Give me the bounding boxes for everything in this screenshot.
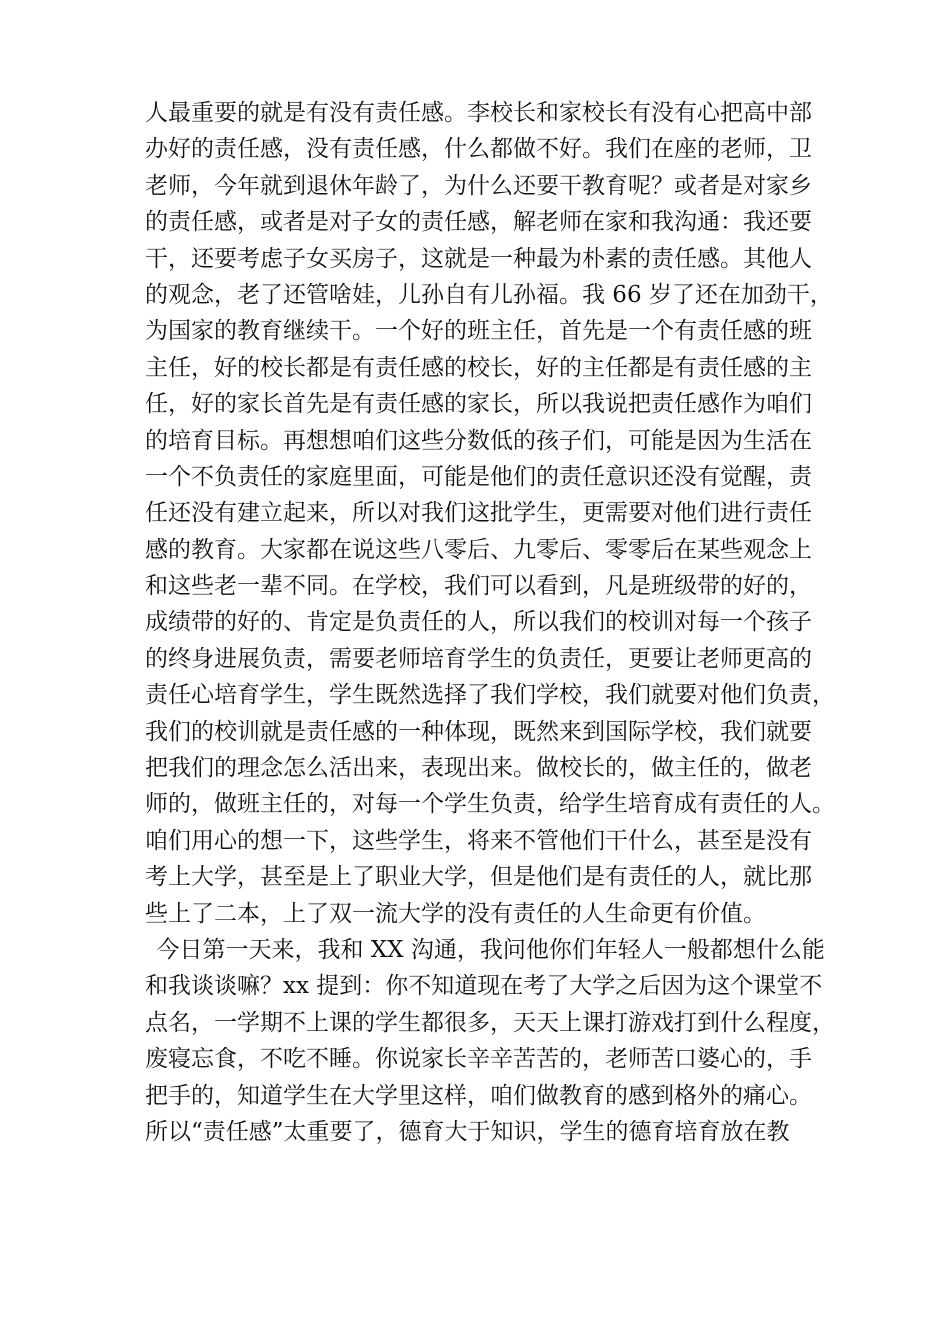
- text-line: 老师，今年就到退休年龄了，为什么还要干教育呢？或者是对家乡: [145, 172, 812, 199]
- text-line: 的观念，老了还管啥娃，儿孙自有儿孙福。我 66 岁了还在加劲干，: [145, 281, 833, 308]
- text-line: 考上大学，甚至是上了职业大学，但是他们是有责任的人，就比那: [145, 864, 812, 891]
- body-text: [145, 95, 835, 1150]
- text-line: 点名，一学期不上课的学生都很多，天天上课打游戏打到什么程度，: [145, 1009, 835, 1036]
- text-line: 和这些老一辈不同。在学校，我们可以看到，凡是班级带的好的，: [145, 573, 812, 600]
- text-line: 任还没有建立起来，所以对我们这批学生，更需要对他们进行责任: [145, 500, 812, 527]
- text-line: 成绩带的好的、肯定是负责任的人，所以我们的校训对每一个孩子: [145, 609, 812, 636]
- text-line: 些上了二本，上了双一流大学的没有责任的人生命更有价值。: [145, 900, 766, 927]
- text-line: 废寝忘食，不吃不睡。你说家长辛辛苦苦的，老师苦口婆心的，手: [145, 1046, 812, 1073]
- text-line: 干，还要考虑子女买房子，这就是一种最为朴素的责任感。其他人: [145, 245, 812, 272]
- text-line: 把我们的理念怎么活出来，表现出来。做校长的，做主任的，做老: [145, 755, 812, 782]
- text-line: 责任心培育学生，学生既然选择了我们学校，我们就要对他们负责，: [145, 682, 835, 709]
- text-line: 一个不负责任的家庭里面，可能是他们的责任意识还没有觉醒，责: [145, 463, 812, 490]
- text-line: 人最重要的就是有没有责任感。李校长和家校长有没有心把高中部: [145, 100, 812, 126]
- text-line: 的终身进展负责，需要老师培育学生的负责任，更要让老师更高的: [145, 645, 812, 672]
- text-line: 师的，做班主任的，对每一个学生负责，给学生培育成有责任的人。: [145, 791, 835, 818]
- text-line: 今日第一天来，我和 XX 沟通，我问他你们年轻人一般都想什么能: [156, 936, 825, 963]
- text-line: 我们的校训就是责任感的一种体现，既然来到国际学校，我们就要: [145, 718, 812, 745]
- text-line: 咱们用心的想一下，这些学生，将来不管他们干什么，甚至是没有: [145, 827, 812, 854]
- text-line: 任，好的家长首先是有责任感的家长，所以我说把责任感作为咱们: [145, 391, 812, 418]
- text-line: 所以“责任感”太重要了，德育大于知识，学生的德育培育放在教: [145, 1118, 790, 1145]
- text-line: 和我谈谈嘛？xx 提到：你不知道现在考了大学之后因为这个课堂不: [145, 973, 823, 1000]
- text-line: 的责任感，或者是对子女的责任感，解老师在家和我沟通：我还要: [145, 209, 812, 236]
- text-line: 感的教育。大家都在说这些八零后、九零后、零零后在某些观念上: [145, 536, 812, 563]
- text-line: 主任，好的校长都是有责任感的校长，好的主任都是有责任感的主: [145, 354, 812, 381]
- text-line: 为国家的教育继续干。一个好的班主任，首先是一个有责任感的班: [145, 318, 812, 345]
- text-line: 办好的责任感，没有责任感，什么都做不好。我们在座的老师，卫: [145, 136, 812, 163]
- text-line: 把手的，知道学生在大学里这样，咱们做教育的感到格外的痛心。: [145, 1082, 812, 1109]
- text-line: 的培育目标。再想想咱们这些分数低的孩子们，可能是因为生活在: [145, 427, 812, 454]
